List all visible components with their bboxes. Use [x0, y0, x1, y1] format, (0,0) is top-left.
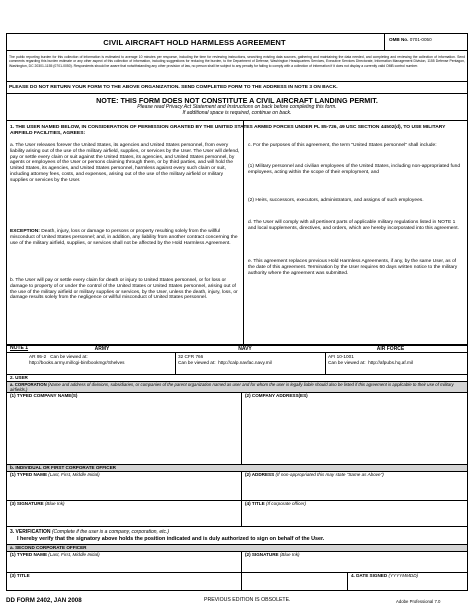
- clause-c2: (2) Heirs, successors, executors, administrators, and assigns of such employees.: [248, 198, 424, 203]
- navy-header: NAVY: [238, 346, 252, 352]
- officer-name-label: (1) TYPED NAME (Last, First, Middle Initial): [10, 472, 100, 477]
- first-officer-label: b. INDIVIDUAL OR FIRST CORPORATE OFFICER: [10, 465, 116, 470]
- date-signed-field[interactable]: [350, 580, 465, 590]
- officer-signature-label: (3) SIGNATURE (Blue Ink): [10, 501, 65, 506]
- obsolete-notice: PREVIOUS EDITION IS OBSOLETE.: [204, 597, 291, 603]
- form-title: CIVIL AIRCRAFT HOLD HARMLESS AGREEMENT: [103, 38, 286, 47]
- navy-url[interactable]: http://calp.navfac.navy.mil: [218, 359, 272, 365]
- air-force-regulation: AFI 10-1001 Can be viewed at: http://afpubs.hq.af.mil: [328, 354, 413, 365]
- clause-d: d. The User will comply with all pertinent parts of applicable military regulations listed in NOTE 1 and local supplements, directives, and orders, which are hereby incorporated into this agreement.: [248, 220, 459, 231]
- air-force-header: AIR FORCE: [376, 346, 405, 352]
- form-identifier: DD FORM 2402, JAN 2008: [6, 597, 82, 604]
- army-header: ARMY: [94, 346, 110, 352]
- omb-number: OMB No. 0701-0050: [389, 37, 432, 42]
- verification-label: 3. VERIFICATION (Complete if the user is a company, corporation, etc.): [10, 529, 170, 535]
- navy-regulation: 32 CFR 766 Can be viewed at: http://calp.navfac.navy.mil: [178, 354, 272, 365]
- verification-text: I hereby verify that the signatory above holds the position indicated and is duly authorized to sign on behalf of the User.: [17, 536, 325, 542]
- corporation-label: a. CORPORATION (Name and address of divisions, subsidiaries, or companies of the parent organization named as user and for whom the user is legally liable should also be listed if this agreement is applicable to their use of military airfields.): [10, 382, 454, 392]
- second-officer-label: a. SECOND CORPORATE OFFICER: [10, 545, 87, 550]
- landing-permit-note: NOTE: THIS FORM DOES NOT CONSTITUTE A CIVIL AIRCRAFT LANDING PERMIT. Please read Privacy Act Statement and Instructions on back before completing this form. If additional space is required, continue on back.: [96, 96, 378, 116]
- hold-harmless-form: [6, 33, 468, 591]
- clause-exception: EXCEPTION: Death, injury, loss or damage to persons or property resulting solely from the willful misconduct of United States personnel; and, in addition, any liability from another contract concerning the use of the military airfield, supplies, or services shall not be affected by the Hold Harmless Agreement.: [10, 229, 238, 246]
- second-officer-title-label: (3) TITLE: [10, 573, 30, 578]
- second-officer-signature-label: (2) SIGNATURE (Blue Ink): [245, 552, 300, 557]
- clause-c1: (1) Military personnel and civilian employees of the United States, including non-appropriated fund employees, acting within the scope of their employment, and: [248, 164, 461, 175]
- company-address-label: (2) COMPANY ADDRESS(ES): [245, 393, 308, 398]
- officer-address-field[interactable]: [244, 479, 465, 499]
- section-1-heading: 1. THE USER NAMED BELOW, IN CONSIDERATION OF PERMISSION GRANTED BY THE UNITED STATES ARMED FORCES UNDER PL 85-726, 49 USC SECTION 44502(d), TO USE MILITARY AIRFIELD FACILITIES, AGREES:: [10, 125, 446, 136]
- army-url[interactable]: http://books.army.mil/cgi-bin/bookmgr/Shelves: [29, 359, 125, 365]
- clause-c: c. For the purposes of this agreement, the term "United States personnel" shall include:: [248, 143, 437, 148]
- officer-title-field[interactable]: [244, 508, 465, 525]
- company-address-field[interactable]: [244, 400, 465, 463]
- clause-b: b. The User will pay or settle every claim for death or injury to United States personnel, or for loss or damage to property of or under the control of the United States or United States personnel, arising out of the use of the military airfield or military supplies or services, by the User, unless the death, injury, loss, or damage results solely from the negligence or willful misconduct of United States personnel.: [10, 278, 238, 301]
- army-regulation: AR 95-2 Can be viewed at: http://books.army.mil/cgi-bin/bookmgr/Shelves: [29, 354, 125, 365]
- do-not-return-notice: PLEASE DO NOT RETURN YOUR FORM TO THE ABOVE ORGANIZATION. SEND COMPLETED FORM TO THE ADDRESS IN NOTE 3 ON BACK.: [9, 85, 338, 90]
- software-version: Adobe Professional 7.0: [396, 599, 441, 604]
- officer-signature-field[interactable]: [9, 508, 239, 525]
- clause-e: e. This agreement replaces previous Hold Harmless Agreements, if any, by the same User, as of the date of this agreement. Termination by the User requires 60 days written notice to the military authority where the agreement was submitted.: [248, 259, 458, 276]
- officer-address-label: (2) ADDRESS (If non-appropriated this may state "Same as Above"): [245, 472, 384, 477]
- second-officer-title-field[interactable]: [9, 580, 239, 590]
- second-officer-signature-field[interactable]: [244, 559, 465, 571]
- date-signed-label: 4. DATE SIGNED (YYYYMMDD): [351, 573, 419, 578]
- clause-a: a. The User releases forever the United States, its agencies and United States personnel, from every liability arising out of the use of the military airfield, supplies, or services by the User. The User will defend, pay or settle every claim or suit against the United States, its agencies, and United States personnel, by agents or employees of the User or persons claiming through them, or by third parties, and will hold the United States, its agencies, and United States personnel, harmless against every such claim or suit, including attorney fees, costs, and expenses, arising out of the use of the military airfield or military supplies or services by the User.: [10, 143, 240, 183]
- burden-statement: The public reporting burden for this collection of information is estimated to average 10 minutes per response, including the time for reviewing instructions, searching existing data sources, gathering and maintaining the data needed, and completing and reviewing the collection of information. Send comments regarding this burden estimate or any other aspect of this collection of information, including suggestions for reducing the burden, to the Department of Defense, Washington Headquarters Services, Executive Services Directorate, Information Management Division, 1155 Defense Pentagon, Washington, DC 20301-1155 (0701-0050). Respondents should be aware that notwithstanding any other provision of law, no person shall be subject to any penalty for failing to comply with a collection of information if it does not display a currently valid OMB control number.: [9, 55, 465, 68]
- note-1-label: NOTE 1: [10, 345, 29, 351]
- typed-company-name-field[interactable]: [9, 400, 239, 463]
- officer-name-field[interactable]: [9, 479, 239, 499]
- second-officer-name-label: (1) TYPED NAME (Last, First, Middle Initial): [10, 552, 100, 557]
- section-2-heading: 2. USER: [10, 375, 28, 380]
- officer-title-label: (4) TITLE (If corporate officer): [245, 501, 307, 506]
- second-officer-name-field[interactable]: [9, 559, 239, 571]
- air-force-url[interactable]: http://afpubs.hq.af.mil: [368, 359, 413, 365]
- typed-company-name-label: (1) TYPED COMPANY NAME(S): [10, 393, 78, 398]
